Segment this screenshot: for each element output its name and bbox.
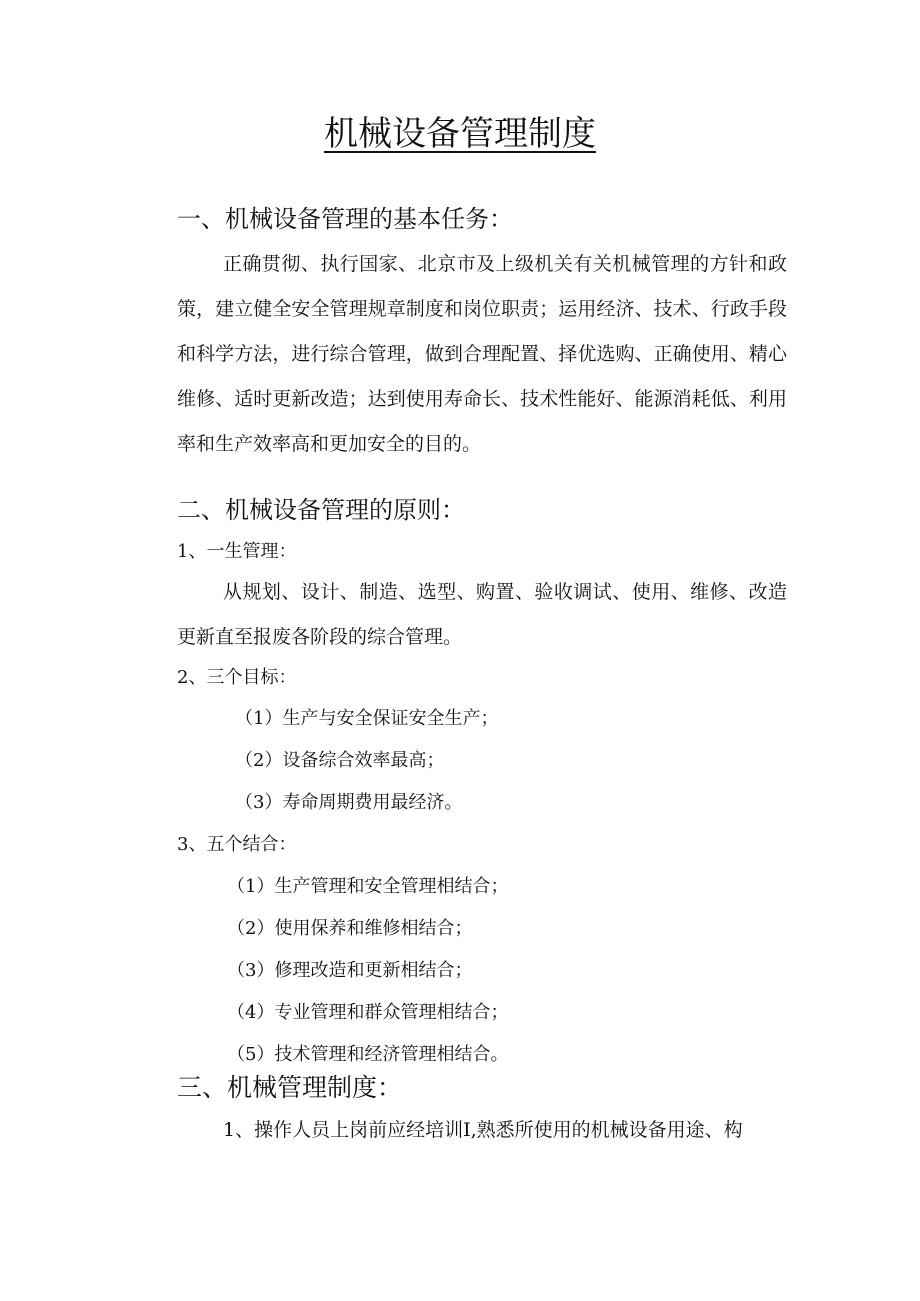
section-1-paragraph: 正确贯彻、执行国家、北京市及上级机关有关机械管理的方针和政策，建立健全安全管理规章制度和岗位职责；运用经济、技术、行政手段和科学方法，进行综合管理，做到合理配置、择优选购、正确使用、精心维修、适时更新改造；达到使用寿命长、技术性能好、能源消耗低、利用率和生产效率高和更加安全的目的。 (177, 253, 787, 455)
document-title: 机械设备管理制度 (324, 114, 596, 154)
section-2-heading: 二、机械设备管理的原则： (177, 496, 465, 524)
principle-1-heading: 1、一生管理： (177, 541, 297, 562)
section-1-heading: 一、机械设备管理的基本任务： (177, 205, 513, 233)
goal-item-3: （3）寿命周期费用最经济。 (235, 792, 463, 813)
section-3-first-line: 1、操作人员上岗前应经培训I,熟悉所使用的机械设备用途、构 (223, 1119, 743, 1141)
combination-item-4: （4）专业管理和群众管理相结合； (227, 1002, 509, 1023)
combination-item-2: （2）使用保养和维修相结合； (227, 918, 473, 939)
principle-1-text: 从规划、设计、制造、选型、购置、验收调试、使用、维修、改造更新直至报废各阶段的综合管理。 (177, 581, 787, 648)
combination-item-3: （3）修理改造和更新相结合； (227, 960, 473, 981)
combination-item-1: （1）生产管理和安全管理相结合； (227, 876, 509, 897)
goal-item-2: （2）设备综合效率最高； (235, 750, 445, 771)
combination-item-5: （5）技术管理和经济管理相结合。 (227, 1044, 509, 1065)
principle-3-heading: 3、五个结合： (177, 834, 297, 855)
principle-2-heading: 2、三个目标： (177, 667, 297, 688)
section-3-heading: 三、机械管理制度： (177, 1073, 403, 1102)
goal-item-1: （1）生产与安全保证安全生产； (235, 708, 499, 729)
